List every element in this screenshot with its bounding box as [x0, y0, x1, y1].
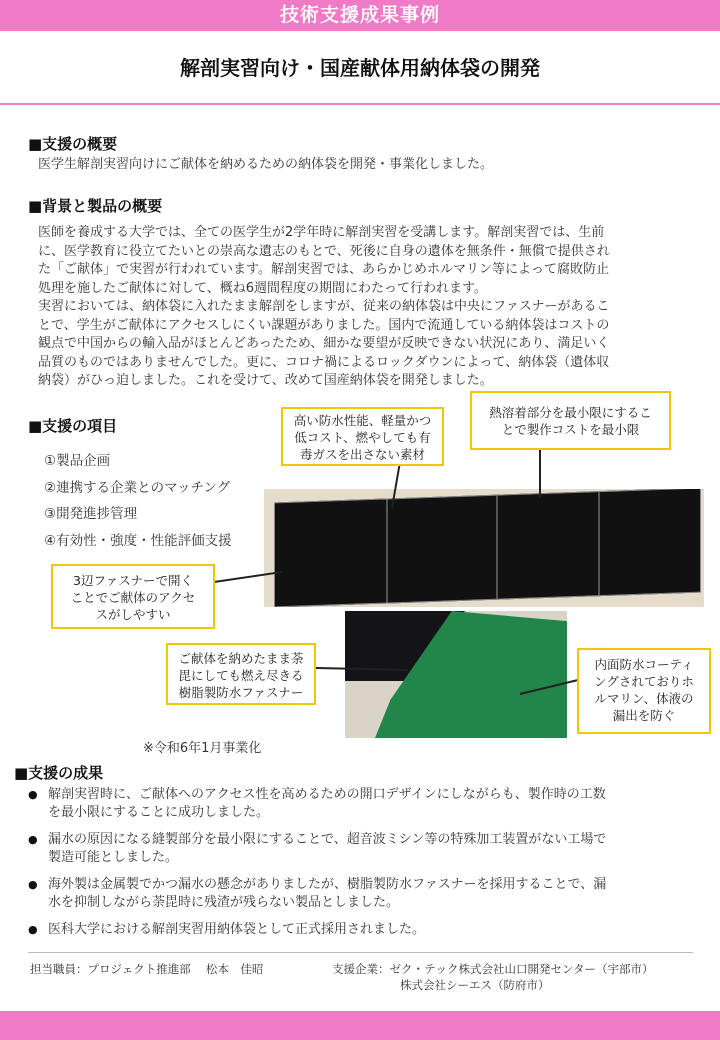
background-line: た「ご献体」で実習が行われています。解剖実習では、あらかじめホルマリン等によって腐敗防止 — [38, 262, 609, 277]
callout-line: 高い防水性能、軽量かつ — [293, 413, 432, 428]
black-bag-shape — [274, 489, 701, 607]
background-line: とで、学生がご献体にアクセスしにくい課題がありました。国内で流通している納体袋はコストの — [38, 317, 610, 333]
background-text — [38, 224, 698, 391]
callout-coating — [577, 648, 711, 734]
background-line: 医師を養成する大学では、全ての医学生が2学年時に解剖実習を受講します。解剖実習では、生前 — [38, 225, 605, 240]
callout-line: 漏出を防ぐ — [612, 708, 676, 723]
result-line: ● 海外製は金属製でかつ漏水の懸念がありましたが、樹脂製防水ファスナーを採用することで、漏 — [48, 877, 607, 892]
callout-line: 3辺ファスナーで開く — [73, 573, 193, 588]
bag-seam — [496, 496, 498, 599]
banner-label: 技術支援成果事例 — [279, 4, 440, 26]
callout-line: 毘にしても燃え尽きる — [178, 668, 304, 683]
title-divider — [0, 103, 720, 105]
support-list — [44, 448, 232, 554]
footer-company: 株式会社シーエス（防府市） — [400, 978, 550, 992]
callout-welding — [470, 391, 671, 450]
callout-line: ルマリン、体液の — [594, 691, 694, 706]
results-list — [28, 786, 693, 948]
background-line: 処理を施したご献体に対して、概ね6週間程度の期間にわたって行われます。 — [38, 280, 487, 296]
overview-text: 医学生解剖実習向けにご献体を納めるための納体袋を開発・事業化しました。 — [38, 157, 494, 172]
callout-line: 毒ガスを出さない素材 — [299, 447, 425, 462]
support-item: ④有効性・強度・性能評価支援 — [44, 532, 232, 549]
callout-material — [281, 407, 444, 466]
bottom-banner — [0, 1011, 720, 1040]
callout-line: 熱溶着部分を最小限にするこ — [489, 405, 652, 420]
support-item: ②連携する企業とのマッチング — [44, 479, 231, 496]
callout-line: ングされておりホ — [594, 674, 694, 689]
bag-seam — [386, 499, 388, 602]
callout-resin-zipper — [166, 643, 316, 705]
callout-line: 低コスト、燃やしても有 — [294, 430, 431, 445]
overview-heading: ■支援の概要 — [28, 135, 118, 153]
background-line: 観点で中国からの輸入品がほとんどあったため、細かな要望が反映できない状況にあり、満足いく — [38, 336, 610, 351]
callout-line: 内面防水コーティ — [594, 657, 694, 672]
footer-companies — [332, 961, 654, 993]
commercialization-note: ※令和6年1月事業化 — [143, 741, 262, 756]
bag-photo-open — [345, 611, 567, 738]
footer-company: 支援企業：ゼク・テック株式会社山口開発センター（宇部市） — [332, 962, 654, 976]
footer-staff: 担当職員：プロジェクト推進部 松本 佳昭 — [30, 962, 264, 976]
callout-line: とで製作コストを最小限 — [501, 422, 640, 437]
background-line: 実習においては、納体袋に入れたまま解剖をしますが、従来の納体袋は中央にファスナーがあるこ — [38, 299, 610, 314]
callout-line: ご献体を納めたまま荼 — [178, 651, 304, 666]
footer-divider — [28, 952, 693, 953]
background-line: 品質のものではありませんでした。更に、コロナ禍によるロックダウンによって、納体袋（遺体収 — [38, 354, 610, 370]
bag-photo-closed — [264, 489, 704, 607]
callout-zipper — [51, 564, 215, 629]
result-item — [28, 921, 693, 939]
callout-line: 樹脂製防水ファスナー — [178, 685, 304, 700]
result-item — [28, 831, 693, 867]
bag-seam — [598, 492, 600, 595]
result-item — [28, 786, 693, 822]
callout-line: スがしやすい — [95, 607, 171, 622]
support-item: ①製品企画 — [44, 453, 111, 469]
result-line: 水を抑制しながら荼毘時に残渣が残らない製品としました。 — [48, 895, 400, 910]
support-heading: ■支援の項目 — [28, 417, 118, 435]
background-line: 納袋）がひっ迫しました。これを受けて、改めて国産納体袋を開発しました。 — [38, 373, 493, 388]
result-item — [28, 876, 693, 912]
page-title: 解剖実習向け・国産献体用納体袋の開発 — [180, 56, 540, 80]
callout-line: ことでご献体のアクセ — [70, 590, 196, 605]
result-line: ● 解剖実習時に、ご献体へのアクセス性を高めるための開口デザインにしながらも、製作時の工数 — [48, 787, 606, 802]
result-line: を最小限にすることに成功しました。 — [48, 805, 270, 820]
results-heading: ■支援の成果 — [14, 764, 104, 782]
result-line: 製造可能としました。 — [48, 850, 179, 865]
result-line: ● 医科大学における解剖実習用納体袋として正式採用されました。 — [48, 922, 426, 937]
background-line: に、医学教育に役立てたいとの崇高な遺志のもとで、死後に自身の遺体を無条件・無償で提供され — [38, 243, 610, 259]
support-item: ③開発進捗管理 — [44, 506, 138, 522]
background-heading: ■背景と製品の概要 — [28, 197, 163, 215]
result-line: ● 漏水の原因になる縫製部分を最小限にすることで、超音波ミシン等の特殊加工装置がない工場で — [48, 832, 607, 847]
